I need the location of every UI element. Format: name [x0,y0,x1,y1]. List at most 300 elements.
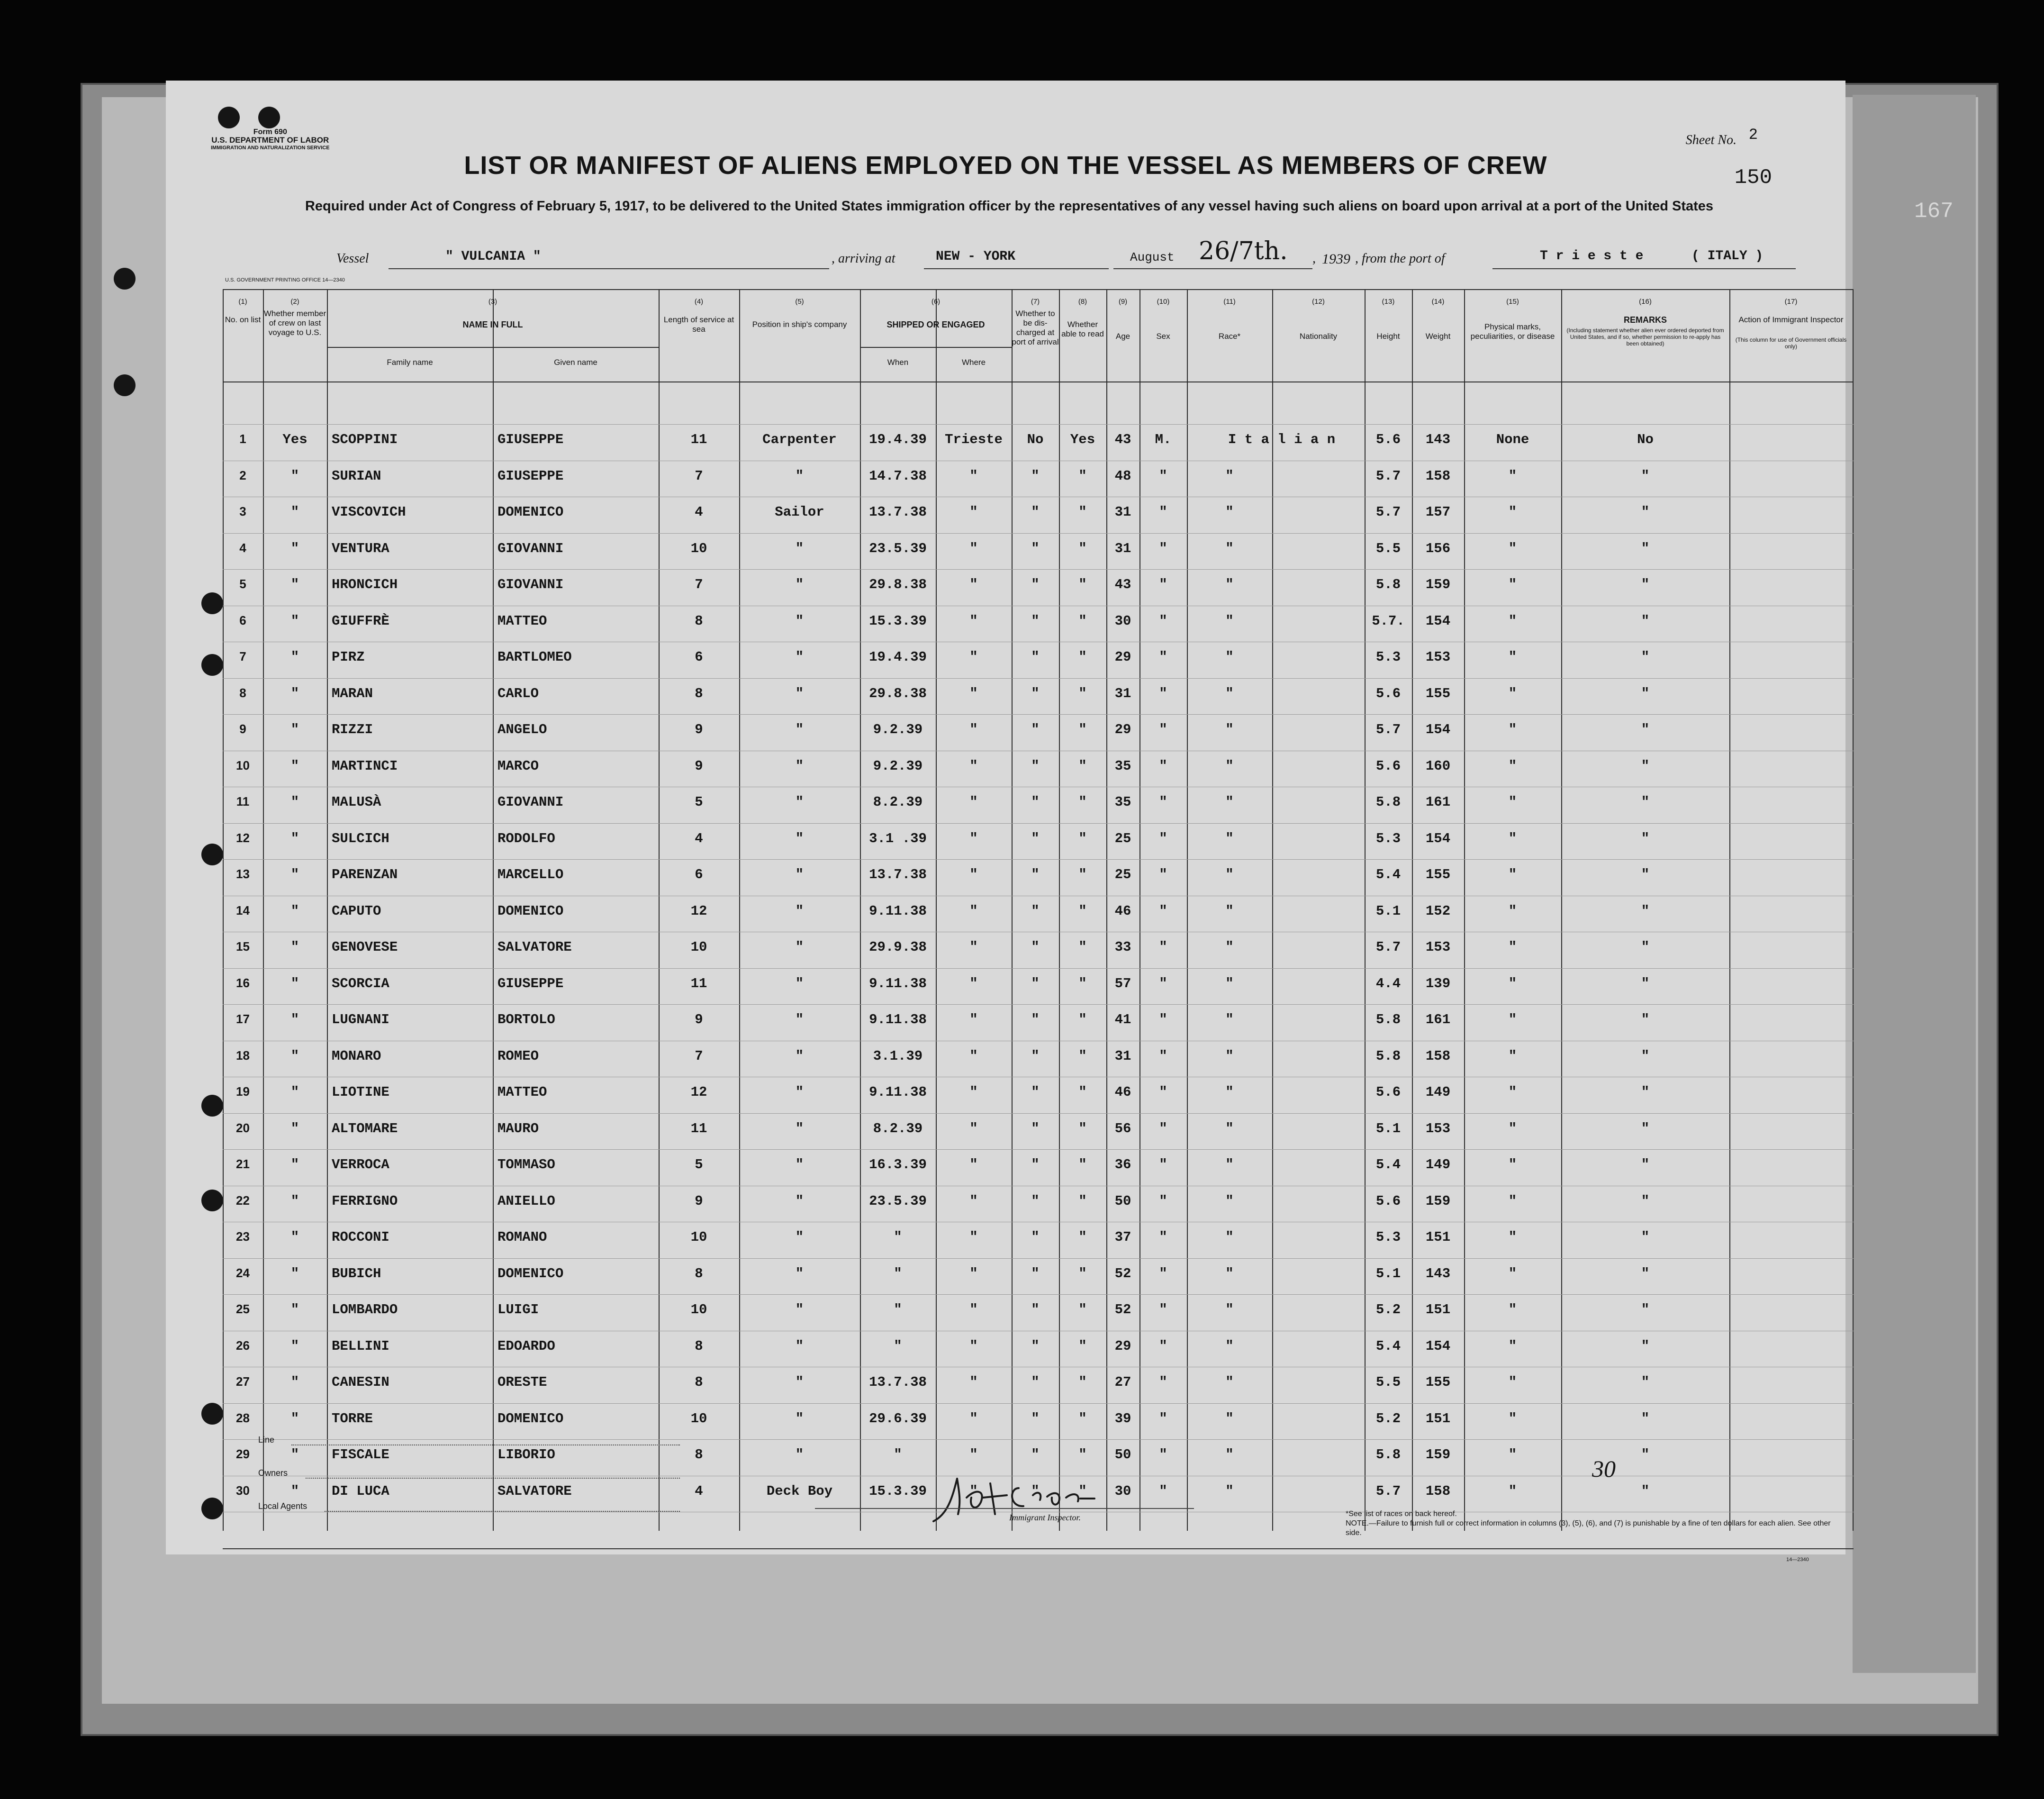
service-length-cell: 11 [690,432,707,447]
row-number: 5 [239,577,246,591]
family-name-cell: FISCALE [332,1447,389,1463]
discharged-cell: " [1031,1338,1040,1354]
discharged-cell: " [1031,468,1040,484]
previous-voyage-cell: " [290,685,299,701]
physical-marks-cell: None [1496,432,1529,447]
shipped-when-cell: " [894,1447,902,1463]
race-cell: " [1225,685,1234,701]
height-cell: 5.2 [1375,1410,1401,1426]
sex-cell: " [1159,504,1167,520]
col-number: (8) [1078,298,1087,306]
given-name-cell: LUIGI [497,1302,539,1317]
col-number: (16) [1639,298,1652,306]
row-number: 8 [239,685,246,700]
family-name-cell: LOMBARDO [332,1302,398,1317]
able-to-read-cell: " [1078,830,1087,846]
header-no-on-list: No. on list [225,315,261,324]
shipped-when-cell: 14.7.38 [869,468,927,484]
inspector-label: Immigrant Inspector. [1009,1513,1081,1522]
sex-cell: " [1159,1265,1167,1281]
service-length-cell: 4 [695,504,703,520]
column-rule [327,289,328,1531]
row-rule [223,1113,1854,1114]
sex-cell: " [1159,1229,1167,1245]
age-cell: 31 [1114,540,1131,556]
row-number: 20 [236,1120,250,1135]
previous-voyage-cell: " [290,1374,299,1390]
discharged-cell: " [1031,1012,1040,1027]
weight-cell: 155 [1425,1374,1451,1390]
weight-cell: 151 [1425,1229,1451,1245]
shipped-when-cell: 3.1.39 [873,1048,923,1064]
physical-marks-cell: " [1508,1483,1517,1499]
row-rule [223,1439,1854,1440]
arrival-year: 1939 [1322,251,1350,267]
previous-voyage-cell: " [290,468,299,484]
age-cell: 30 [1114,613,1131,629]
service-length-cell: 7 [695,1048,703,1064]
service-length-cell: 5 [695,1157,703,1172]
position-cell: " [795,1265,804,1281]
able-to-read-cell: " [1078,540,1087,556]
physical-marks-cell: " [1508,903,1517,919]
row-number: 29 [236,1447,250,1461]
shipped-when-cell: 9.2.39 [873,722,923,737]
age-cell: 43 [1114,432,1131,447]
age-cell: 56 [1114,1120,1131,1136]
weight-cell: 154 [1425,613,1451,629]
sex-cell: " [1159,1374,1167,1390]
row-number: 14 [236,903,250,918]
discharged-cell: " [1031,1229,1040,1245]
family-name-cell: BUBICH [332,1265,381,1281]
sex-cell: " [1159,540,1167,556]
race-cell: " [1225,613,1234,629]
remarks-cell: " [1641,1265,1650,1281]
previous-voyage-cell: " [290,722,299,737]
sex-cell: " [1159,939,1167,955]
family-name-cell: ALTOMARE [332,1120,398,1136]
previous-voyage-cell: " [290,903,299,919]
position-cell: " [795,649,804,665]
service-length-cell: 8 [695,1447,703,1463]
able-to-read-cell: " [1078,1084,1087,1100]
service-length-cell: 9 [695,758,703,774]
footnote [1346,1509,1834,1538]
family-name-cell: HRONCICH [332,577,398,592]
previous-voyage-cell: " [290,1120,299,1136]
height-cell: 5.4 [1375,1157,1401,1172]
punch-hole-icon [201,1498,223,1519]
race-cell: " [1225,1374,1234,1390]
given-name-cell: BORTOLO [497,1012,555,1027]
weight-cell: 154 [1425,1338,1451,1354]
previous-voyage-cell: " [290,577,299,592]
sex-cell: " [1159,1338,1167,1354]
shipped-when-cell: 29.8.38 [869,685,927,701]
header-length-of-service: Length of service at sea [663,315,734,334]
shipped-where-cell: " [969,504,978,520]
service-length-cell: 9 [695,722,703,737]
page-edge-right [1853,95,1976,1673]
col-number: (17) [1784,298,1798,306]
discharged-cell: " [1031,1048,1040,1064]
total-count: 30 [1592,1455,1616,1482]
discharged-cell: " [1031,540,1040,556]
header-race: Race* [1218,332,1241,341]
able-to-read-cell: " [1078,975,1087,991]
inspector-signature-line [815,1508,1194,1509]
race-cell: " [1225,540,1234,556]
height-cell: 5.6 [1375,1084,1401,1100]
physical-marks-cell: " [1508,867,1517,882]
shipped-when-cell: " [894,1229,902,1245]
age-cell: 31 [1114,685,1131,701]
given-name-cell: GIOVANNI [497,540,564,556]
position-cell: " [795,1193,804,1209]
service-name: IMMIGRATION AND NATURALIZATION SERVICE [211,145,330,151]
position-cell: " [795,758,804,774]
vessel-name: " VULCANIA " [445,249,541,264]
sex-cell: " [1159,1012,1167,1027]
shipped-subheader-rule [860,347,1012,348]
weight-cell: 151 [1425,1410,1451,1426]
header-able-to-read: Whether able to read [1061,320,1104,338]
able-to-read-cell: " [1078,722,1087,737]
previous-voyage-cell: " [290,1157,299,1172]
arrival-day: 26/7th. [1199,237,1288,265]
previous-voyage-cell: " [290,540,299,556]
given-name-cell: DOMENICO [497,903,564,919]
race-cell: " [1225,577,1234,592]
sex-cell: " [1159,649,1167,665]
able-to-read-cell: " [1078,1193,1087,1209]
header-inspector-action: Action of Immigrant Inspector [1738,315,1844,324]
col-number: (6) [931,298,941,306]
race-cell: " [1225,1048,1234,1064]
height-cell: 5.8 [1375,1447,1401,1463]
sex-cell: " [1159,758,1167,774]
previous-voyage-cell: " [290,1338,299,1354]
physical-marks-cell: " [1508,830,1517,846]
discharged-cell: " [1031,685,1040,701]
given-name-cell: GIOVANNI [497,794,564,810]
given-name-cell: MAURO [497,1120,539,1136]
service-length-cell: 4 [695,1483,703,1499]
given-name-cell: ANIELLO [497,1193,555,1209]
remarks-cell: No [1637,432,1654,447]
race-cell: " [1225,830,1234,846]
able-to-read-cell: " [1078,1447,1087,1463]
position-cell: Deck Boy [766,1483,833,1499]
col-number: (13) [1382,298,1395,306]
position-cell: " [795,1157,804,1172]
race-cell: " [1225,939,1234,955]
weight-cell: 159 [1425,577,1451,592]
previous-voyage-cell: Yes [282,432,308,447]
race-cell: " [1225,504,1234,520]
remarks-cell: " [1641,1229,1650,1245]
row-number: 9 [239,722,246,736]
physical-marks-cell: " [1508,1120,1517,1136]
family-name-cell: CANESIN [332,1374,389,1390]
age-cell: 41 [1114,1012,1131,1027]
weight-cell: 151 [1425,1302,1451,1317]
discharged-cell: " [1031,1193,1040,1209]
height-cell: 5.5 [1375,1374,1401,1390]
race-cell: I t a l i a n [1228,432,1336,447]
position-cell: Sailor [775,504,824,520]
previous-voyage-cell: " [290,1483,299,1499]
shipped-where-cell: " [969,903,978,919]
discharged-cell: " [1031,903,1040,919]
service-length-cell: 8 [695,1374,703,1390]
family-name-cell: LUGNANI [332,1012,389,1027]
discharged-cell: " [1031,649,1040,665]
sex-cell: " [1159,867,1167,882]
family-name-cell: BELLINI [332,1338,389,1354]
given-name-cell: GIUSEPPE [497,432,564,447]
punch-hole-icon [201,844,223,865]
height-cell: 5.5 [1375,540,1401,556]
able-to-read-cell: " [1078,577,1087,592]
header-remarks: REMARKS [1623,315,1667,325]
able-to-read-cell: " [1078,649,1087,665]
weight-cell: 158 [1425,1483,1451,1499]
race-cell: " [1225,649,1234,665]
height-cell: 5.7 [1375,722,1401,737]
given-name-cell: MATTEO [497,613,547,629]
previous-voyage-cell: " [290,1447,299,1463]
position-cell: " [795,794,804,810]
previous-voyage-cell: " [290,504,299,520]
remarks-cell: " [1641,1447,1650,1463]
given-name-cell: GIOVANNI [497,577,564,592]
age-cell: 31 [1114,504,1131,520]
position-cell: " [795,975,804,991]
col-number: (12) [1312,298,1325,306]
service-length-cell: 12 [690,903,707,919]
family-name-cell: MARTINCI [332,758,398,774]
line-label: Line [258,1435,275,1445]
service-length-cell: 9 [695,1012,703,1027]
family-name-cell: SCOPPINI [332,432,398,447]
shipped-when-cell: 3.1 .39 [869,830,927,846]
family-name-cell: GIUFFRÈ [332,613,389,629]
weight-cell: 160 [1425,758,1451,774]
header-previous-voyage: Whether member of crew on last voyage to U.S. [263,309,326,337]
age-cell: 48 [1114,468,1131,484]
family-name-cell: MARAN [332,685,373,701]
shipped-where-cell: " [969,613,978,629]
service-length-cell: 11 [690,975,707,991]
sex-cell: " [1159,830,1167,846]
able-to-read-cell: " [1078,758,1087,774]
weight-cell: 161 [1425,1012,1451,1027]
able-to-read-cell: " [1078,1410,1087,1426]
row-number: 25 [236,1302,250,1316]
given-name-cell: ANGELO [497,722,547,737]
remarks-cell: " [1641,867,1650,882]
shipped-where-cell: " [969,468,978,484]
height-cell: 5.1 [1375,1265,1401,1281]
col-number: (4) [694,298,704,306]
service-length-cell: 8 [695,1338,703,1354]
row-number: 16 [236,975,250,990]
previous-voyage-cell: " [290,1229,299,1245]
owners-field [306,1478,680,1479]
age-cell: 29 [1114,722,1131,737]
physical-marks-cell: " [1508,685,1517,701]
row-number: 11 [236,794,250,809]
weight-cell: 155 [1425,685,1451,701]
able-to-read-cell: " [1078,468,1087,484]
remarks-cell: " [1641,1120,1650,1136]
col-number: (9) [1118,298,1128,306]
page-subtitle: Required under Act of Congress of February 5, 1917, to be delivered to the United States immigration officer by the representatives of any vessel having such aliens on board upon arrival at a port of the United States [305,199,1714,214]
able-to-read-cell: " [1078,1048,1087,1064]
height-cell: 5.6 [1375,1193,1401,1209]
shipped-where-cell: " [969,1157,978,1172]
physical-marks-cell: " [1508,1410,1517,1426]
page-stamp: 150 [1734,166,1772,190]
remarks-cell: " [1641,722,1650,737]
service-length-cell: 8 [695,1265,703,1281]
previous-voyage-cell: " [290,1084,299,1100]
race-cell: " [1225,975,1234,991]
header-family-name: Family name [387,358,433,367]
remarks-cell: " [1641,830,1650,846]
sex-cell: " [1159,577,1167,592]
given-name-cell: CARLO [497,685,539,701]
race-cell: " [1225,867,1234,882]
age-cell: 27 [1114,1374,1131,1390]
height-cell: 5.7 [1375,939,1401,955]
sex-cell: " [1159,1084,1167,1100]
side-page-stamp: 167 [1914,199,1954,224]
row-number: 18 [236,1048,250,1063]
position-cell: " [795,1447,804,1463]
department-name: U.S. DEPARTMENT OF LABOR [211,136,329,145]
physical-marks-cell: " [1508,1374,1517,1390]
shipped-where-cell: " [969,1012,978,1027]
weight-cell: 154 [1425,722,1451,737]
column-rule [1729,289,1730,1531]
previous-voyage-cell: " [290,1048,299,1064]
discharged-cell: No [1027,432,1044,447]
col-number: (5) [795,298,804,306]
given-name-cell: LIBORIO [497,1447,555,1463]
service-length-cell: 10 [690,540,707,556]
race-cell: " [1225,722,1234,737]
physical-marks-cell: " [1508,722,1517,737]
previous-voyage-cell: " [290,649,299,665]
owners-label: Owners [258,1468,288,1478]
remarks-cell: " [1641,758,1650,774]
row-rule [223,424,1854,425]
position-cell: " [795,1374,804,1390]
able-to-read-cell: " [1078,613,1087,629]
discharged-cell: " [1031,577,1040,592]
punch-hole-icon [258,107,280,128]
crew-manifest-table [223,289,1847,1626]
service-length-cell: 9 [695,1193,703,1209]
previous-voyage-cell: " [290,867,299,882]
previous-voyage-cell: " [290,1265,299,1281]
physical-marks-cell: " [1508,540,1517,556]
position-cell: " [795,685,804,701]
shipped-when-cell: " [894,1338,902,1354]
header-when: When [887,358,909,367]
height-cell: 5.4 [1375,1338,1401,1354]
remarks-cell: " [1641,1302,1650,1317]
shipped-where-cell: " [969,1374,978,1390]
able-to-read-cell: " [1078,1265,1087,1281]
service-length-cell: 12 [690,1084,707,1100]
col-number: (14) [1431,298,1445,306]
given-name-cell: BARTLOMEO [497,649,572,665]
sex-cell: " [1159,1302,1167,1317]
discharged-cell: " [1031,939,1040,955]
height-cell: 5.6 [1375,685,1401,701]
remarks-cell: " [1641,975,1650,991]
row-rule [223,1548,1854,1549]
remarks-cell: " [1641,1157,1650,1172]
shipped-when-cell: 16.3.39 [869,1157,927,1172]
discharged-cell: " [1031,1447,1040,1463]
row-number: 13 [236,867,250,881]
position-cell: Carpenter [762,432,837,447]
remarks-cell: " [1641,1012,1650,1027]
age-cell: 52 [1114,1265,1131,1281]
able-to-read-cell: Yes [1070,432,1095,447]
shipped-where-cell: " [969,758,978,774]
remarks-cell: " [1641,1374,1650,1390]
row-rule [223,859,1854,860]
age-cell: 29 [1114,649,1131,665]
physical-marks-cell: " [1508,758,1517,774]
race-cell: " [1225,1410,1234,1426]
position-cell: " [795,1120,804,1136]
given-name-cell: SALVATORE [497,939,572,955]
header-weight: Weight [1425,332,1451,341]
local-agents-label: Local Agents [258,1501,308,1511]
given-name-cell: MARCELLO [497,867,564,882]
shipped-when-cell: 8.2.39 [873,794,923,810]
sex-cell: " [1159,685,1167,701]
able-to-read-cell: " [1078,504,1087,520]
age-cell: 33 [1114,939,1131,955]
weight-cell: 143 [1425,432,1451,447]
service-length-cell: 10 [690,1229,707,1245]
row-rule [223,714,1854,715]
given-name-cell: GIUSEPPE [497,468,564,484]
able-to-read-cell: " [1078,1120,1087,1136]
service-length-cell: 6 [695,649,703,665]
punch-hole-icon [201,1095,223,1117]
service-length-cell: 6 [695,867,703,882]
shipped-when-cell: 9.2.39 [873,758,923,774]
previous-voyage-cell: " [290,1193,299,1209]
name-subheader-rule [327,347,659,348]
physical-marks-cell: " [1508,1084,1517,1100]
row-number: 21 [236,1157,250,1171]
shipped-when-cell: " [894,1265,902,1281]
header-age: Age [1115,332,1131,341]
row-number: 3 [239,504,246,518]
sex-cell: " [1159,1120,1167,1136]
shipped-where-cell: " [969,1338,978,1354]
